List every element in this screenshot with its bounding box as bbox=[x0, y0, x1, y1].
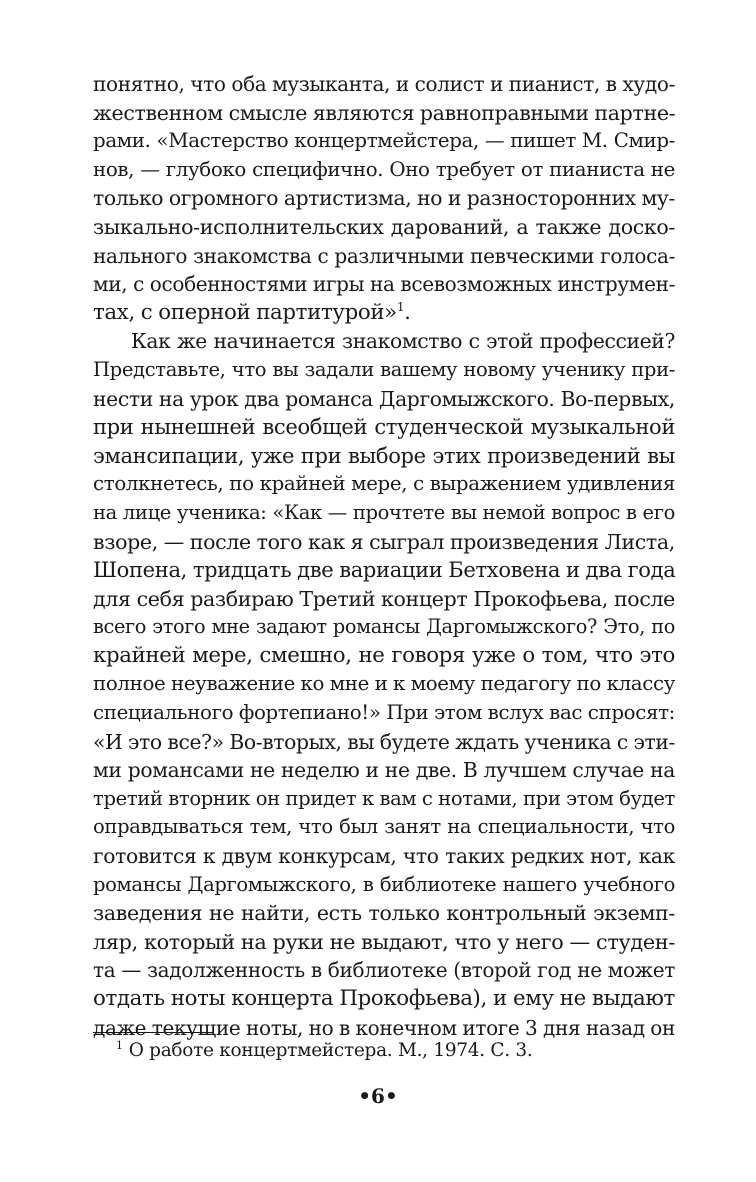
text-line: при нынешней всеобщей студенческой музыкальной bbox=[93, 414, 675, 440]
text-line: романсы Даргомыжского, в библиотеке нашего учебного bbox=[93, 872, 675, 896]
text-line: рами. «Мастерство концертмейстера, — пишет М. Смир- bbox=[93, 129, 675, 153]
text-line: третий вторник он придет к вам с нотами, при этом будет bbox=[93, 786, 675, 810]
text-line: столкнетесь, по крайней мере, с выражением удивления bbox=[93, 472, 675, 496]
text-line: нов, — глубоко специфично. Оно требует от пианиста не bbox=[93, 157, 675, 181]
text-line: зыкально-исполнительских дарований, а также доско- bbox=[93, 214, 675, 239]
text-line-content: тах, с оперной партитурой» bbox=[93, 299, 397, 325]
footnote bbox=[116, 1036, 532, 1066]
text-line: та — задолженность в библиотеке (второй год не может bbox=[93, 958, 675, 983]
text-line: отдать ноты концерта Прокофьева), и ему не выдают bbox=[93, 986, 675, 1011]
body-text bbox=[93, 70, 675, 1042]
text-line: всего этого мне задают романсы Даргомыжского? Это, по bbox=[93, 615, 675, 639]
text-line: полное неуважение ко мне и к моему педагогу по классу bbox=[93, 672, 675, 696]
text-line: понятно, что оба музыканта, и солист и пианист, в худо- bbox=[93, 72, 675, 96]
footnote-reference: 1 bbox=[396, 299, 405, 314]
text-line: ляр, который на руки не выдают, что у него — студен- bbox=[93, 929, 675, 954]
text-line: жественном смысле являются равноправными партне- bbox=[93, 100, 676, 125]
text-line: на лице ученика: «Как — прочтете вы немой вопрос в его bbox=[93, 500, 675, 524]
text-line: нести на урок два романса Даргомыжского. Во-первых, bbox=[93, 386, 675, 411]
text-line: ми романсами не неделю и не две. В лучшем случае на bbox=[93, 758, 675, 783]
text-line: крайней мере, смешно, не говоря уже о том, что это bbox=[93, 642, 675, 668]
text-line: взоре, — после того как я сыграл произведения Листа, bbox=[93, 529, 675, 554]
text-line: Шопена, тридцать две вариации Бетховена и два года bbox=[93, 557, 676, 583]
text-line: даже текущие ноты, но в конечном итоге 3 дня назад он bbox=[93, 1015, 675, 1040]
text-line: эмансипации, уже при выборе этих произведений вы bbox=[93, 442, 675, 468]
text-line: Представьте, что вы задали вашему новому ученику при- bbox=[93, 357, 675, 381]
text-line: заведения не найти, есть только контрольный экземп- bbox=[93, 901, 675, 926]
text-line: ми, с особенностями игры на всевозможных инструмен- bbox=[93, 272, 675, 297]
text-line: готовится к двум конкурсам, что таких редких нот, как bbox=[93, 844, 675, 869]
text-line: только огромного артистизма, но и разносторонних му- bbox=[93, 186, 675, 211]
footnote-divider bbox=[93, 1032, 213, 1033]
text-line: «И это все?» Во-вторых, вы будете ждать ученика с эти- bbox=[93, 729, 675, 754]
text-line: для себя разбираю Третий концерт Прокофьева, после bbox=[93, 586, 675, 611]
paragraph-end-line: тах, с оперной партитурой»$^1$. bbox=[93, 299, 411, 325]
text-line: специального фортепиано!» При этом вслух вас спросят: bbox=[93, 701, 675, 725]
page-number: •6• bbox=[358, 1084, 398, 1108]
footnote-number: 1 bbox=[116, 1039, 123, 1052]
paragraph-start-line: Как же начинается знакомство с этой профессией? bbox=[131, 329, 675, 354]
footnote-text: О работе концертмейстера. М., 1974. С. 3. bbox=[128, 1040, 533, 1061]
text-line: нального знакомства с различными певческими голоса- bbox=[93, 243, 675, 268]
text-line: оправдываться тем, что был занят на специальности, что bbox=[93, 815, 675, 839]
